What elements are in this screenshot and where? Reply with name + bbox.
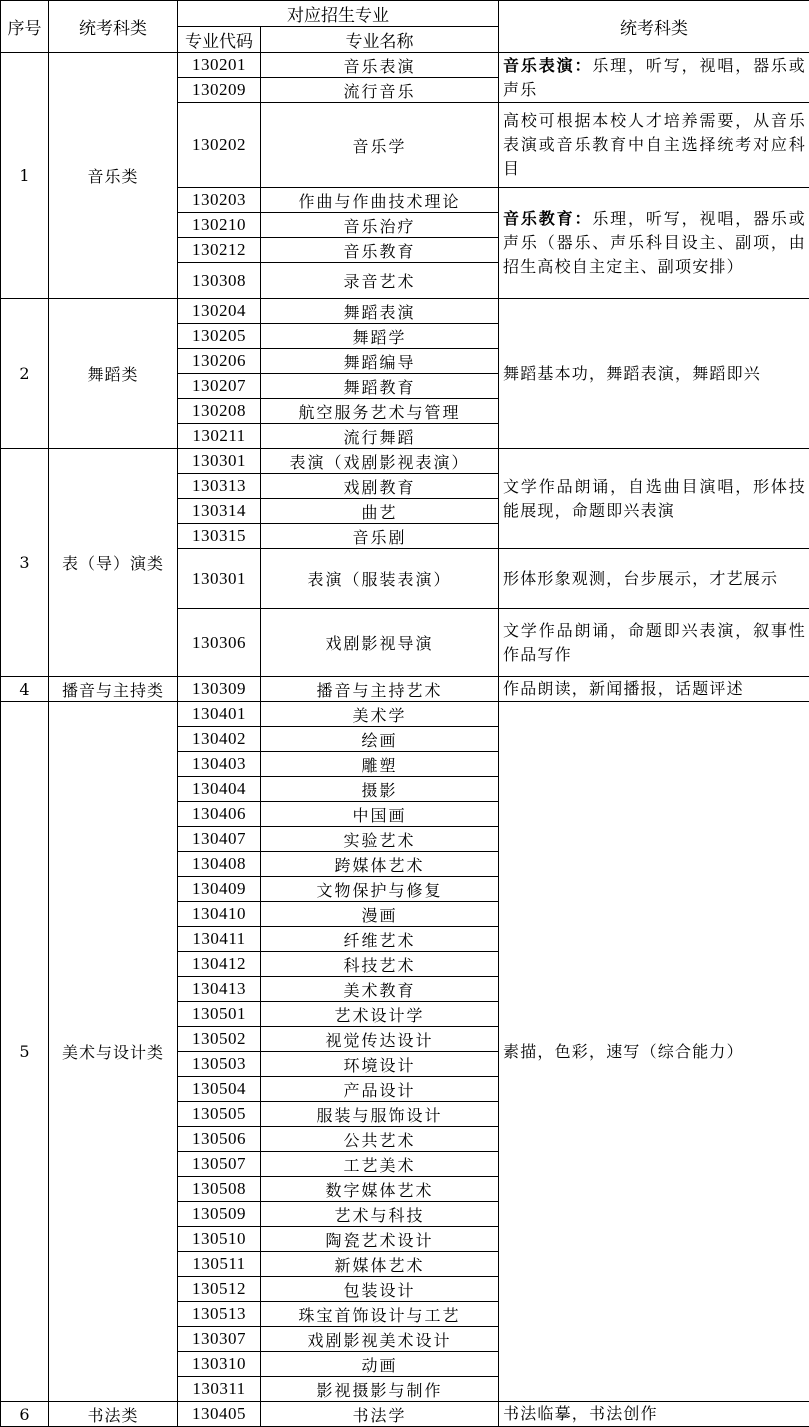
major-name: 艺术与科技 <box>261 1202 499 1227</box>
major-code: 130401 <box>178 702 261 727</box>
exam-text: 舞蹈基本功，舞蹈表演，舞蹈即兴 <box>503 363 762 383</box>
major-name: 工艺美术 <box>261 1152 499 1177</box>
category-cell: 美术与设计类 <box>49 702 178 1402</box>
major-name: 音乐表演 <box>261 53 499 78</box>
exam-subjects <box>499 1402 809 1427</box>
major-name: 包装设计 <box>261 1277 499 1302</box>
table-row <box>1 702 809 727</box>
exam-subjects <box>499 549 809 609</box>
table-row <box>1 299 809 324</box>
major-code: 130210 <box>178 213 261 238</box>
header-exam: 统考科类 <box>499 1 809 53</box>
major-name: 绘画 <box>261 727 499 752</box>
major-name: 跨媒体艺术 <box>261 852 499 877</box>
seq-cell: 2 <box>1 299 49 449</box>
major-code: 130503 <box>178 1052 261 1077</box>
exam-subjects <box>499 677 809 702</box>
exam-text: 作品朗读，新闻播报，话题评述 <box>503 679 744 698</box>
major-name: 舞蹈学 <box>261 324 499 349</box>
major-name: 动画 <box>261 1352 499 1377</box>
major-code: 130310 <box>178 1352 261 1377</box>
major-name: 服装与服饰设计 <box>261 1102 499 1127</box>
header-name: 专业名称 <box>261 27 499 53</box>
major-name: 产品设计 <box>261 1077 499 1102</box>
major-name: 戏剧影视美术设计 <box>261 1327 499 1352</box>
major-code: 130506 <box>178 1127 261 1152</box>
major-code: 130308 <box>178 263 261 299</box>
major-name: 舞蹈教育 <box>261 374 499 399</box>
major-name: 雕塑 <box>261 752 499 777</box>
major-code: 130404 <box>178 777 261 802</box>
exam-label: 音乐表演： <box>503 55 593 75</box>
major-code: 130201 <box>178 53 261 78</box>
table-row <box>1 449 809 474</box>
major-name: 实验艺术 <box>261 827 499 852</box>
category-cell: 音乐类 <box>49 53 178 299</box>
exam-text: 文学作品朗诵，自选曲目演唱，形体技能展现，命题即兴表演 <box>503 476 806 520</box>
major-code: 130407 <box>178 827 261 852</box>
major-name: 美术教育 <box>261 977 499 1002</box>
major-code: 130408 <box>178 852 261 877</box>
major-code: 130306 <box>178 609 261 677</box>
major-code: 130212 <box>178 238 261 263</box>
exam-subjects <box>499 449 809 549</box>
exam-subjects <box>499 53 809 103</box>
exam-text: 乐理，听写，视唱，器乐或声乐（器乐、声乐科目设主、副项，由招生高校自主定主、副项安排） <box>503 209 806 276</box>
major-name: 摄影 <box>261 777 499 802</box>
exam-subjects <box>499 702 809 1402</box>
major-code: 130412 <box>178 952 261 977</box>
major-name: 新媒体艺术 <box>261 1252 499 1277</box>
major-name: 数字媒体艺术 <box>261 1177 499 1202</box>
major-code: 130314 <box>178 499 261 524</box>
category-cell: 播音与主持类 <box>49 677 178 702</box>
major-name: 书法学 <box>261 1402 499 1427</box>
seq-cell: 3 <box>1 449 49 677</box>
major-name: 录音艺术 <box>261 263 499 299</box>
major-name: 音乐学 <box>261 103 499 188</box>
major-code: 130411 <box>178 927 261 952</box>
major-name: 纤维艺术 <box>261 927 499 952</box>
major-name: 表演（服装表演） <box>261 549 499 609</box>
category-cell: 书法类 <box>49 1402 178 1427</box>
table-row <box>1 53 809 78</box>
major-code: 130208 <box>178 399 261 424</box>
major-code: 130409 <box>178 877 261 902</box>
seq-cell: 1 <box>1 53 49 299</box>
major-code: 130508 <box>178 1177 261 1202</box>
seq-cell: 6 <box>1 1402 49 1427</box>
table-row <box>1 1402 809 1427</box>
major-code: 130511 <box>178 1252 261 1277</box>
major-name: 音乐治疗 <box>261 213 499 238</box>
major-code: 130205 <box>178 324 261 349</box>
header-enroll-group: 对应招生专业 <box>178 1 499 27</box>
major-code: 130402 <box>178 727 261 752</box>
major-code: 130410 <box>178 902 261 927</box>
exam-text: 文学作品朗诵，命题即兴表演，叙事性作品写作 <box>503 620 806 664</box>
major-code: 130403 <box>178 752 261 777</box>
major-name: 曲艺 <box>261 499 499 524</box>
major-name: 公共艺术 <box>261 1127 499 1152</box>
exam-text: 形体形象观测，台步展示，才艺展示 <box>503 568 779 588</box>
major-code: 130502 <box>178 1027 261 1052</box>
header-category: 统考科类 <box>49 1 178 53</box>
seq-cell: 4 <box>1 677 49 702</box>
major-name: 舞蹈编导 <box>261 349 499 374</box>
major-name: 中国画 <box>261 802 499 827</box>
major-code: 130203 <box>178 188 261 213</box>
major-code: 130211 <box>178 424 261 449</box>
exam-text: 高校可根据本校人才培养需要，从音乐表演或音乐教育中自主选择统考对应科目 <box>503 111 806 178</box>
major-name: 漫画 <box>261 902 499 927</box>
major-name: 科技艺术 <box>261 952 499 977</box>
exam-subjects <box>499 188 809 299</box>
major-code: 130307 <box>178 1327 261 1352</box>
major-name: 文物保护与修复 <box>261 877 499 902</box>
major-code: 130204 <box>178 299 261 324</box>
major-code: 130406 <box>178 802 261 827</box>
major-name: 作曲与作曲技术理论 <box>261 188 499 213</box>
major-name: 影视摄影与制作 <box>261 1377 499 1402</box>
major-code: 130311 <box>178 1377 261 1402</box>
major-code: 130209 <box>178 78 261 103</box>
major-name: 美术学 <box>261 702 499 727</box>
exam-label: 音乐教育： <box>503 209 593 228</box>
exam-text: 素描，色彩，速写（综合能力） <box>503 1041 744 1061</box>
table-row <box>1 677 809 702</box>
major-code: 130504 <box>178 1077 261 1102</box>
major-code: 130207 <box>178 374 261 399</box>
major-code: 130309 <box>178 677 261 702</box>
major-code: 130505 <box>178 1102 261 1127</box>
major-name: 珠宝首饰设计与工艺 <box>261 1302 499 1327</box>
major-code: 130513 <box>178 1302 261 1327</box>
header-seq: 序号 <box>1 1 49 53</box>
major-code: 130206 <box>178 349 261 374</box>
exam-text: 乐理，听写，视唱，器乐或声乐 <box>503 55 806 99</box>
major-name: 戏剧影视导演 <box>261 609 499 677</box>
major-name: 表演（戏剧影视表演） <box>261 449 499 474</box>
exam-subjects <box>499 299 809 449</box>
exam-text: 书法临摹，书法创作 <box>503 1404 658 1423</box>
category-cell: 舞蹈类 <box>49 299 178 449</box>
major-code: 130501 <box>178 1002 261 1027</box>
major-name: 艺术设计学 <box>261 1002 499 1027</box>
major-code: 130413 <box>178 977 261 1002</box>
category-cell: 表（导）演类 <box>49 449 178 677</box>
major-code: 130405 <box>178 1402 261 1427</box>
major-code: 130507 <box>178 1152 261 1177</box>
major-name: 陶瓷艺术设计 <box>261 1227 499 1252</box>
major-name: 音乐剧 <box>261 524 499 549</box>
major-name: 播音与主持艺术 <box>261 677 499 702</box>
major-name: 环境设计 <box>261 1052 499 1077</box>
major-code: 130315 <box>178 524 261 549</box>
exam-subjects <box>499 103 809 188</box>
major-name: 流行舞蹈 <box>261 424 499 449</box>
major-code: 130301 <box>178 449 261 474</box>
major-code: 130301 <box>178 549 261 609</box>
major-name: 流行音乐 <box>261 78 499 103</box>
major-code: 130509 <box>178 1202 261 1227</box>
major-code: 130313 <box>178 474 261 499</box>
header-code: 专业代码 <box>178 27 261 53</box>
major-code: 130512 <box>178 1277 261 1302</box>
major-name: 舞蹈表演 <box>261 299 499 324</box>
major-code: 130510 <box>178 1227 261 1252</box>
major-code: 130202 <box>178 103 261 188</box>
major-name: 航空服务艺术与管理 <box>261 399 499 424</box>
major-name: 音乐教育 <box>261 238 499 263</box>
exam-subjects <box>499 609 809 677</box>
seq-cell: 5 <box>1 702 49 1402</box>
major-name: 戏剧教育 <box>261 474 499 499</box>
major-name: 视觉传达设计 <box>261 1027 499 1052</box>
